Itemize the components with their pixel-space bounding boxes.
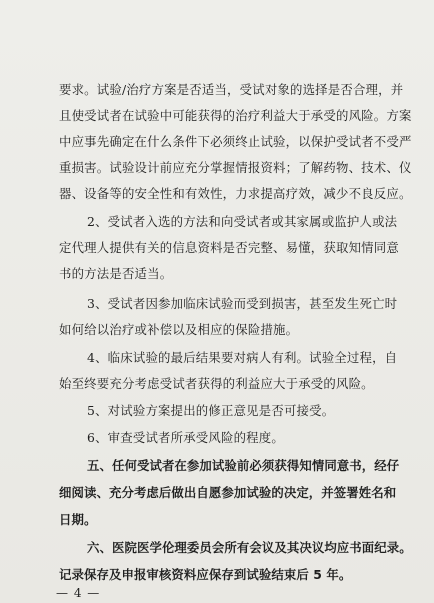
text-line: 书的方法是否适当。: [59, 266, 173, 281]
text-line: 要求。试验/治疗方案是否适当，受试对象的选择是否合理，并: [59, 82, 404, 97]
text-line: 定代理人提供有关的信息资料是否完整、易懂，获取知情同意: [59, 240, 399, 255]
text-line: 细阅读、充分考虑后做出自愿参加试验的决定，并签署姓名和: [59, 485, 397, 500]
text-line: 重损害。试验设计前应充分掌握情报资料；了解药物、技术、仪: [59, 160, 412, 175]
text-line: 五、任何受试者在参加试验前必须获得知情同意书，经仔: [87, 458, 400, 473]
text-line: 且使受试者在试验中可能获得的治疗利益大于承受的风险。方案: [59, 108, 412, 123]
text-line: 6、审查受试者所承受风险的程度。: [87, 430, 284, 445]
text-line: 记录保存及申报审核资料应保存到试验结束后 5 年。: [59, 567, 352, 582]
text-line: 5、对试验方案提出的修正意见是否可接受。: [87, 403, 335, 418]
text-line: 3、受试者因参加临床试验而受到损害，甚至发生死亡时: [87, 296, 398, 311]
text-line: 始至终要充分考虑受试者获得的利益应大于承受的风险。: [59, 376, 374, 391]
text-line: 日期。: [59, 512, 97, 527]
page-number: — 4 —: [56, 586, 101, 600]
text-line: 器、设备等的安全性和有效性，力求提高疗效，减少不良反应。: [59, 186, 412, 201]
text-line: 中应事先确定在什么条件下必须终止试验，以保护受试者不受严: [59, 134, 412, 149]
text-line: 4、临床试验的最后结果要对病人有利。试验全过程，自: [87, 350, 398, 365]
text-line: 六、医院医学伦理委员会所有会议及其决议均应书面纪录。: [87, 540, 412, 555]
text-line: 如何给以治疗或补偿以及相应的保险措施。: [59, 322, 299, 337]
text-line: 2、受试者入选的方法和向受试者或其家属或监护人或法: [87, 214, 398, 229]
